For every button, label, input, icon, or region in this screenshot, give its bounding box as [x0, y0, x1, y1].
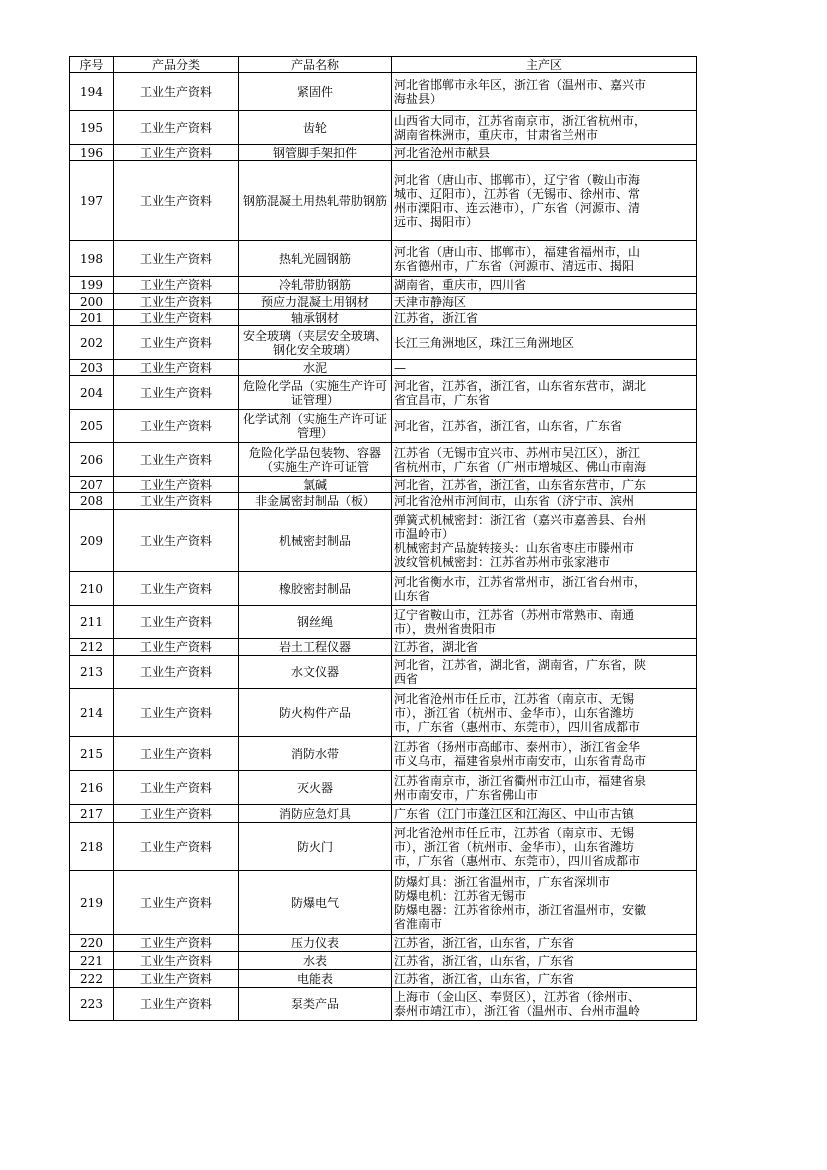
row-product-name-cell [239, 493, 392, 510]
row-number: 195 [80, 120, 103, 135]
row-production-area-cell [392, 823, 697, 871]
row-product-name-cell [239, 241, 392, 277]
row-production-area-cell [392, 988, 697, 1021]
row-category-cell [114, 161, 239, 241]
row-number-cell [70, 326, 114, 360]
row-production-area: 河北省衡水市，江苏省常州市，浙江省台州市， 山东省 [394, 574, 647, 603]
row-category: 工业生产资料 [139, 936, 212, 950]
row-number-cell [70, 241, 114, 277]
row-category: 工业生产资料 [139, 452, 212, 467]
row-category: 工业生产资料 [139, 533, 212, 548]
row-number: 200 [80, 294, 103, 309]
row-number: 202 [80, 335, 103, 350]
row-production-area-cell [392, 145, 697, 161]
row-category: 工业生产资料 [139, 385, 212, 400]
table-row [70, 988, 697, 1021]
row-production-area: 广东省（江门市蓬江区和江海区、中山市古镇 [394, 806, 635, 821]
row-category: 工业生产资料 [139, 145, 212, 160]
row-category-cell [114, 689, 239, 737]
header-row [70, 57, 697, 73]
row-product-name-cell [239, 145, 392, 161]
row-product-name-cell [239, 970, 392, 988]
row-number: 214 [80, 705, 103, 720]
row-number: 213 [80, 665, 103, 679]
row-number: 217 [80, 806, 103, 821]
row-production-area: 弹簧式机械密封：浙江省（嘉兴市嘉善县、台州 市温岭市） 机械密封产品旋转接头：山东省枣庄市滕州市 波纹管机械密封：江苏省苏州市张家港市 [394, 512, 647, 569]
row-production-area-cell [392, 493, 697, 510]
row-production-area: 河北省（唐山市、邯郸市），福建省福州市，山 东省德州市，广东省（河源市、清远市、揭阳 [394, 244, 641, 273]
row-category-cell [114, 443, 239, 477]
row-number: 222 [80, 971, 103, 986]
table-row [70, 771, 697, 805]
row-number-cell [70, 952, 114, 970]
row-number: 211 [80, 615, 103, 629]
product-table [69, 56, 697, 1021]
row-category: 工业生产资料 [139, 278, 212, 292]
row-production-area-cell [392, 639, 697, 656]
row-production-area: 江苏省，浙江省，山东省，广东省 [394, 971, 575, 986]
row-product-name: 热轧光圆钢筋 [278, 251, 351, 266]
row-number: 220 [80, 936, 103, 950]
row-category-cell [114, 988, 239, 1021]
row-product-name: 非金属密封制品（板） [254, 494, 375, 508]
row-product-name: 紧固件 [296, 84, 333, 99]
row-category: 工业生产资料 [139, 705, 212, 720]
table-row [70, 871, 697, 935]
row-category: 工业生产资料 [139, 477, 212, 492]
row-production-area-cell [392, 952, 697, 970]
row-product-name-cell [239, 310, 392, 326]
row-category-cell [114, 510, 239, 572]
row-number-cell [70, 410, 114, 443]
row-category: 工业生产资料 [139, 971, 212, 986]
row-production-area: 河北省（唐山市、邯郸市），辽宁省（鞍山市海 城市、辽阳市），江苏省（无锡市、徐州市、常 州市溧阳市、连云港市），广东省（河源市、清 远市、揭阳市） [394, 172, 641, 229]
row-production-area-cell [392, 326, 697, 360]
row-category: 工业生产资料 [139, 839, 212, 854]
row-production-area: 上海市（金山区、奉贤区），江苏省（徐州市、 泰州市靖江市），浙江省（温州市、台州市温岭 [394, 990, 641, 1018]
row-production-area-cell [392, 111, 697, 145]
row-number-cell [70, 606, 114, 639]
row-number-cell [70, 572, 114, 606]
row-production-area: 防爆灯具：浙江省温州市，广东省深圳市 防爆电机：江苏省无锡市 防爆电器：江苏省徐州市，浙江省温州市，安徽 省淮南市 [394, 874, 647, 931]
header-product-name: 产品名称 [239, 57, 392, 73]
row-number: 204 [80, 385, 103, 400]
row-category: 工业生产资料 [139, 780, 212, 795]
row-production-area: 河北省沧州市任丘市，江苏省（南京市、无锡 市），浙江省（杭州市、金华市），山东省潍坊 市，广东省（惠州市、东莞市），四川省成都市 [394, 691, 641, 734]
table-row [70, 639, 697, 656]
row-category-cell [114, 952, 239, 970]
row-production-area-cell [392, 360, 697, 376]
row-number-cell [70, 771, 114, 805]
table-row [70, 572, 697, 606]
row-production-area: 河北省沧州市河间市，山东省（济宁市、滨州 [394, 494, 635, 508]
row-production-area: 天津市静海区 [394, 294, 467, 309]
row-product-name-cell [239, 326, 392, 360]
row-category: 工业生产资料 [139, 746, 212, 761]
row-product-name-cell [239, 111, 392, 145]
table-row [70, 73, 697, 111]
table-row [70, 310, 697, 326]
row-production-area: 河北省沧州市任丘市，江苏省（南京市、无锡 市），浙江省（杭州市、金华市），山东省潍坊 市，广东省（惠州市、东莞市），四川省成都市 [394, 825, 641, 868]
row-number: 196 [80, 145, 103, 160]
table-row [70, 161, 697, 241]
row-product-name: 安全玻璃（夹层安全玻璃、钢化安全玻璃） [242, 328, 387, 357]
row-number-cell [70, 310, 114, 326]
table-row [70, 477, 697, 493]
row-category: 工业生产资料 [139, 335, 212, 350]
row-number-cell [70, 161, 114, 241]
row-production-area: 河北省，江苏省，浙江省，山东省东营市，湖北 省宜昌市，广东省 [394, 378, 647, 407]
row-category: 工业生产资料 [139, 997, 212, 1011]
row-production-area-cell [392, 656, 697, 689]
table-row [70, 970, 697, 988]
table-row [70, 241, 697, 277]
row-production-area-cell [392, 277, 697, 294]
row-product-name-cell [239, 572, 392, 606]
row-category: 工业生产资料 [139, 615, 212, 629]
row-number-cell [70, 73, 114, 111]
row-number: 199 [80, 278, 103, 292]
row-product-name: 泵类产品 [290, 997, 339, 1011]
table-row [70, 360, 697, 376]
row-category-cell [114, 737, 239, 771]
row-number: 223 [80, 997, 103, 1011]
row-category-cell [114, 970, 239, 988]
row-production-area-cell [392, 805, 697, 823]
row-production-area: 山西省大同市，江苏省南京市，浙江省杭州市， 湖南省株洲市，重庆市，甘肃省兰州市 [394, 113, 647, 142]
row-category-cell [114, 606, 239, 639]
row-production-area-cell [392, 689, 697, 737]
row-number: 208 [80, 494, 103, 508]
row-number-cell [70, 805, 114, 823]
row-number-cell [70, 360, 114, 376]
row-category-cell [114, 493, 239, 510]
row-product-name-cell [239, 689, 392, 737]
row-production-area-cell [392, 477, 697, 493]
row-number: 205 [80, 419, 103, 433]
row-product-name-cell [239, 294, 392, 310]
row-product-name-cell [239, 805, 392, 823]
row-category: 工业生产资料 [139, 120, 212, 135]
table-row [70, 510, 697, 572]
row-production-area-cell [392, 572, 697, 606]
row-category: 工业生产资料 [139, 193, 212, 208]
row-category: 工业生产资料 [139, 953, 212, 968]
table-row [70, 823, 697, 871]
row-category-cell [114, 360, 239, 376]
row-product-name: 钢管脚手架扣件 [272, 145, 357, 160]
row-product-name-cell [239, 376, 392, 410]
row-product-name: 机械密封制品 [278, 533, 351, 548]
row-product-name-cell [239, 161, 392, 241]
row-product-name: 化学试剂（实施生产许可证管理） [242, 412, 387, 440]
table-row [70, 493, 697, 510]
row-category-cell [114, 277, 239, 294]
row-production-area: 湖南省，重庆市，四川省 [394, 278, 527, 292]
row-product-name: 消防水带 [290, 746, 339, 761]
row-product-name: 防火构件产品 [278, 705, 351, 720]
row-production-area: 长江三角洲地区，珠江三角洲地区 [394, 335, 575, 350]
row-production-area-cell [392, 443, 697, 477]
row-production-area: 河北省，江苏省，浙江省，山东省，广东省 [394, 419, 623, 433]
row-product-name: 危险化学品（实施生产许可证管理） [242, 378, 387, 407]
row-number: 201 [80, 310, 103, 325]
row-number: 197 [80, 193, 103, 208]
row-category-cell [114, 241, 239, 277]
header-production-area: 主产区 [392, 57, 697, 73]
row-category-cell [114, 310, 239, 326]
row-number-cell [70, 376, 114, 410]
row-number-cell [70, 656, 114, 689]
row-category-cell [114, 73, 239, 111]
row-category: 工业生产资料 [139, 84, 212, 99]
row-number-cell [70, 871, 114, 935]
row-product-name: 压力仪表 [290, 936, 339, 950]
row-product-name-cell [239, 510, 392, 572]
row-production-area: 河北省，江苏省，湖北省，湖南省，广东省，陕 西省 [394, 658, 647, 686]
row-product-name-cell [239, 737, 392, 771]
row-category: 工业生产资料 [139, 640, 212, 654]
row-number-cell [70, 111, 114, 145]
row-number-cell [70, 639, 114, 656]
row-production-area-cell [392, 510, 697, 572]
table-body [70, 73, 697, 1021]
row-number-cell [70, 689, 114, 737]
row-production-area-cell [392, 161, 697, 241]
row-category-cell [114, 294, 239, 310]
row-production-area-cell [392, 737, 697, 771]
row-product-name: 防火门 [296, 839, 333, 854]
row-number: 203 [80, 360, 103, 375]
row-number: 206 [80, 452, 103, 467]
row-product-name: 钢丝绳 [296, 615, 333, 629]
row-production-area: 江苏省，浙江省，山东省，广东省 [394, 936, 575, 950]
row-product-name: 橡胶密封制品 [278, 581, 351, 596]
row-product-name-cell [239, 935, 392, 952]
row-category: 工业生产资料 [139, 806, 212, 821]
row-product-name: 水表 [302, 953, 327, 968]
row-category-cell [114, 871, 239, 935]
row-number: 221 [80, 953, 103, 968]
row-number-cell [70, 970, 114, 988]
row-category: 工业生产资料 [139, 251, 212, 266]
row-product-name: 防爆电气 [290, 895, 339, 910]
row-category-cell [114, 477, 239, 493]
row-production-area-cell [392, 73, 697, 111]
row-product-name: 钢筋混凝土用热轧带肋钢筋 [242, 193, 387, 208]
row-product-name-cell [239, 606, 392, 639]
row-number-cell [70, 510, 114, 572]
row-number-cell [70, 277, 114, 294]
table-row [70, 111, 697, 145]
row-product-name-cell [239, 277, 392, 294]
row-product-name: 轴承钢材 [290, 310, 339, 325]
row-production-area: 江苏省，湖北省 [394, 640, 479, 654]
row-category-cell [114, 572, 239, 606]
row-production-area-cell [392, 606, 697, 639]
table-row [70, 606, 697, 639]
row-production-area: — [394, 360, 406, 375]
row-product-name-cell [239, 871, 392, 935]
row-category: 工业生产资料 [139, 581, 212, 596]
row-product-name-cell [239, 443, 392, 477]
row-number-cell [70, 294, 114, 310]
row-category: 工业生产资料 [139, 360, 212, 375]
row-number: 216 [80, 780, 103, 795]
row-product-name: 电能表 [296, 971, 333, 986]
row-category-cell [114, 639, 239, 656]
table-row [70, 689, 697, 737]
row-product-name: 灭火器 [296, 780, 333, 795]
row-number: 210 [80, 581, 103, 596]
row-product-name-cell [239, 360, 392, 376]
row-production-area-cell [392, 871, 697, 935]
row-category-cell [114, 656, 239, 689]
row-production-area: 江苏省（扬州市高邮市、泰州市），浙江省金华 市义乌市，福建省泉州市南安市，山东省青岛市 [394, 739, 647, 768]
row-category-cell [114, 805, 239, 823]
row-product-name-cell [239, 477, 392, 493]
row-product-name-cell [239, 73, 392, 111]
row-production-area-cell [392, 376, 697, 410]
row-category: 工业生产资料 [139, 419, 212, 433]
table-row [70, 376, 697, 410]
row-category-cell [114, 823, 239, 871]
row-product-name-cell [239, 952, 392, 970]
row-product-name-cell [239, 771, 392, 805]
row-category: 工业生产资料 [139, 310, 212, 325]
row-category-cell [114, 326, 239, 360]
table-row [70, 410, 697, 443]
row-number-cell [70, 988, 114, 1021]
row-number-cell [70, 443, 114, 477]
row-category: 工业生产资料 [139, 665, 212, 679]
row-product-name: 氯碱 [302, 477, 327, 492]
row-number: 219 [80, 895, 103, 910]
row-product-name: 岩土工程仪器 [278, 640, 351, 654]
row-category-cell [114, 145, 239, 161]
row-product-name: 水文仪器 [290, 665, 339, 679]
row-product-name-cell [239, 410, 392, 443]
table-row [70, 656, 697, 689]
row-production-area: 河北省沧州市献县 [394, 145, 491, 160]
row-category-cell [114, 111, 239, 145]
row-production-area-cell [392, 771, 697, 805]
row-number: 198 [80, 251, 103, 266]
row-production-area-cell [392, 294, 697, 310]
row-product-name: 齿轮 [302, 120, 327, 135]
row-number-cell [70, 823, 114, 871]
row-category: 工业生产资料 [139, 294, 212, 309]
row-category: 工业生产资料 [139, 494, 212, 508]
row-number: 212 [80, 640, 103, 654]
row-product-name: 消防应急灯具 [278, 806, 351, 821]
row-number-cell [70, 737, 114, 771]
row-product-name: 冷轧带肋钢筋 [278, 278, 351, 292]
row-product-name-cell [239, 988, 392, 1021]
header-no: 序号 [70, 57, 114, 73]
row-production-area: 江苏省，浙江省 [394, 310, 479, 325]
row-product-name: 预应力混凝土用钢材 [260, 294, 369, 309]
row-number: 194 [80, 84, 103, 99]
row-product-name-cell [239, 823, 392, 871]
row-production-area: 辽宁省鞍山市，江苏省（苏州市常熟市、南通 市），贵州省贵阳市 [394, 608, 635, 636]
row-production-area-cell [392, 310, 697, 326]
table-row [70, 277, 697, 294]
row-number-cell [70, 493, 114, 510]
table-row [70, 326, 697, 360]
row-category-cell [114, 376, 239, 410]
row-production-area-cell [392, 241, 697, 277]
table-row [70, 294, 697, 310]
row-production-area-cell [392, 410, 697, 443]
row-production-area-cell [392, 970, 697, 988]
row-product-name: 危险化学品包装物、容器（实施生产许可证管 [248, 445, 381, 474]
row-product-name: 水泥 [302, 360, 327, 375]
table-row [70, 952, 697, 970]
row-number: 209 [80, 533, 103, 548]
table-row [70, 443, 697, 477]
row-number-cell [70, 935, 114, 952]
row-product-name-cell [239, 656, 392, 689]
table-row [70, 145, 697, 161]
row-number: 218 [80, 839, 103, 854]
row-number: 215 [80, 746, 103, 761]
row-number-cell [70, 477, 114, 493]
row-production-area: 河北省，江苏省，浙江省，山东省东营市，广东 [394, 477, 647, 492]
row-production-area: 江苏省南京市，浙江省衢州市江山市，福建省泉 州市南安市，广东省佛山市 [394, 773, 647, 802]
row-production-area: 江苏省（无锡市宜兴市、苏州市吴江区），浙江 省杭州市，广东省（广州市增城区、佛山市南海 [394, 445, 647, 474]
row-production-area-cell [392, 935, 697, 952]
row-category-cell [114, 771, 239, 805]
row-number: 207 [80, 477, 103, 492]
row-number-cell [70, 145, 114, 161]
row-production-area: 河北省邯郸市永年区，浙江省（温州市、嘉兴市 海盐县） [394, 77, 647, 106]
row-production-area: 江苏省，浙江省，山东省，广东省 [394, 953, 575, 968]
table-row [70, 805, 697, 823]
header-category: 产品分类 [114, 57, 239, 73]
table-row [70, 737, 697, 771]
table-row [70, 935, 697, 952]
row-product-name-cell [239, 639, 392, 656]
row-category-cell [114, 410, 239, 443]
row-category: 工业生产资料 [139, 895, 212, 910]
row-category-cell [114, 935, 239, 952]
